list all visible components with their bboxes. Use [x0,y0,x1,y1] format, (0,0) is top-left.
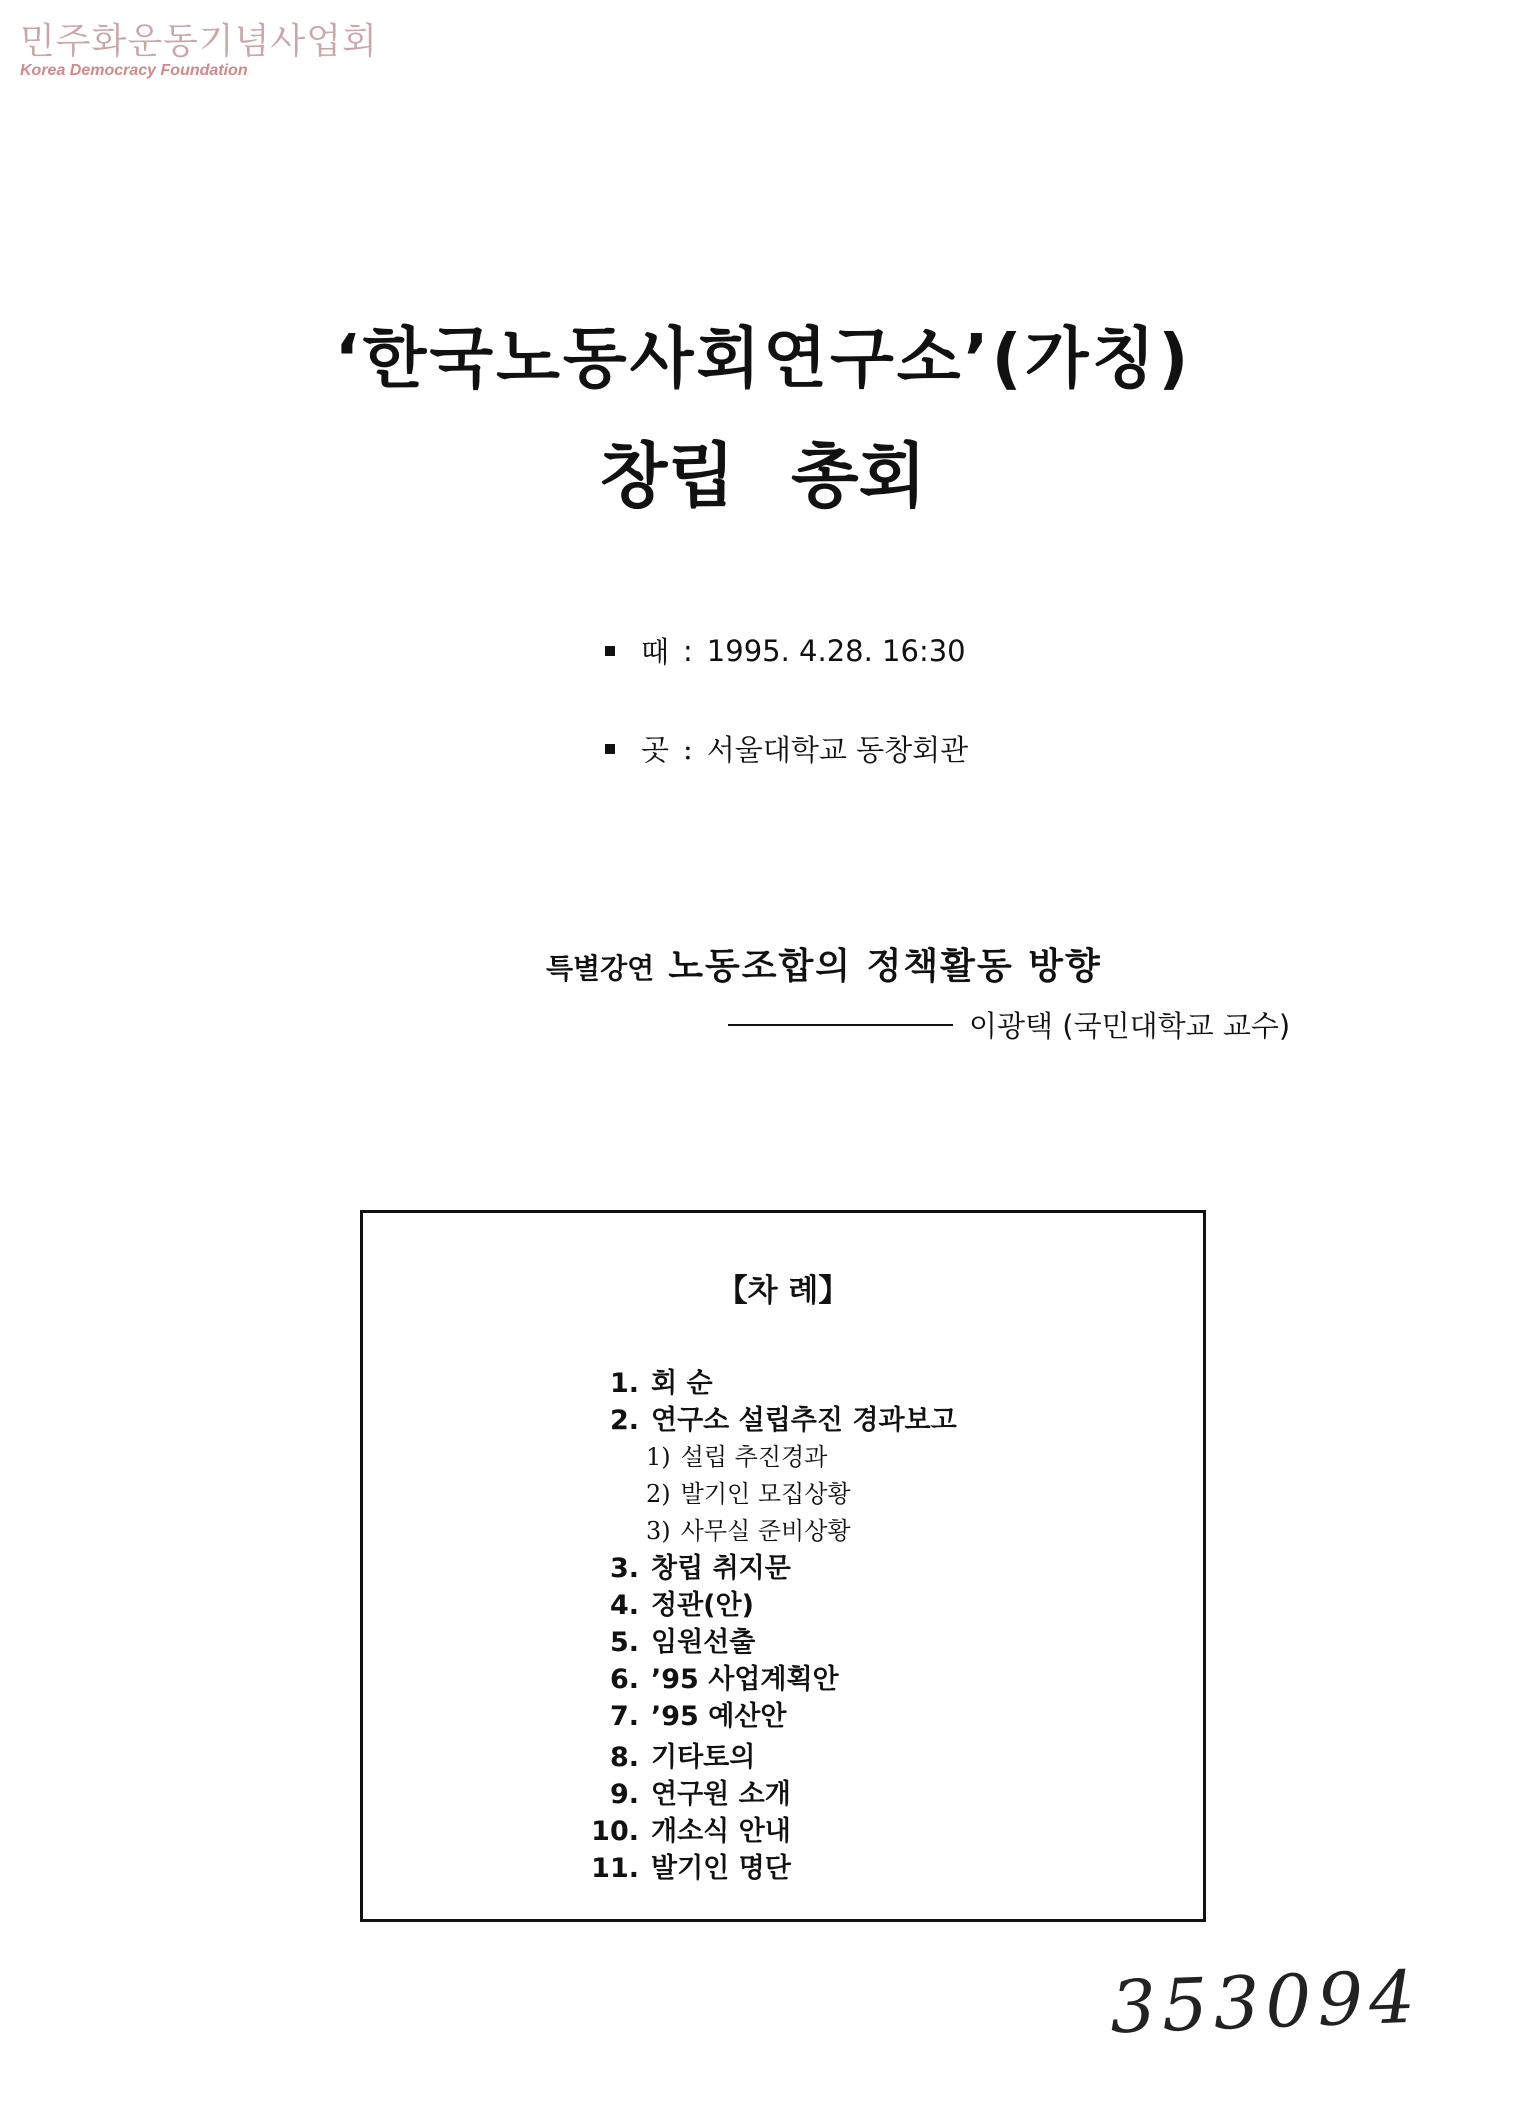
place-value: 서울대학교 동창회관 [706,733,969,767]
toc-item [585,1398,957,1437]
toc-item-number: 7. [609,1701,639,1732]
lecturer-line [728,1004,1290,1045]
toc-list [363,1213,1203,1919]
toc-item-number: 5. [609,1627,639,1658]
toc-item [585,1846,791,1885]
toc-item [585,1361,713,1400]
special-lecture [546,938,1102,989]
toc-item-label: ’95 사업계획안 [651,1664,839,1695]
handwritten-archive-number: 353094 [1108,1954,1423,2050]
toc-item-label: 연구소 설립추진 경과보고 [651,1405,957,1436]
toc-item-label: 임원선출 [651,1627,756,1658]
toc-subitem-number: 1) [646,1443,671,1471]
square-bullet-icon [605,744,615,754]
toc-item [585,1583,754,1622]
toc-item-number: 9. [609,1779,639,1810]
toc-item-number: 3. [609,1553,639,1584]
document-title: ‘한국노동사회연구소’(가칭) [334,320,1192,397]
watermark-english: Korea Democracy Foundation [20,62,248,79]
toc-item [585,1735,755,1774]
lecture-topic: 노동조합의 정책활동 방향 [668,946,1102,987]
toc-item [585,1546,791,1585]
toc-item-number: 6. [609,1664,639,1695]
watermark-korean: 민주화운동기념사업회 [20,21,378,62]
toc-item-label: 개소식 안내 [651,1816,791,1847]
toc-item-number: 10. [591,1816,639,1847]
toc-subitem-label: 발기인 모집상황 [680,1480,851,1508]
toc-subitem-label: 설립 추진경과 [680,1443,828,1471]
toc-item [585,1694,786,1733]
toc-item-number: 8. [609,1742,639,1773]
toc-item-number: 1. [609,1368,639,1399]
toc-subitem-label: 사무실 준비상황 [680,1517,851,1545]
toc-item [585,1772,791,1811]
toc-item-number: 4. [609,1590,639,1621]
meeting-time [605,630,966,671]
subtitle-part1: 창립 [599,434,735,517]
time-label: 때 [641,635,670,669]
time-separator: : [683,633,693,668]
subtitle-part2: 총회 [791,434,927,517]
toc-subitem-number: 3) [646,1517,671,1545]
toc-item [585,1657,839,1696]
time-value: 1995. 4.28. 16:30 [706,633,966,668]
toc-item-number: 11. [591,1853,639,1884]
foundation-watermark [20,21,378,80]
toc-item-label: 정관(안) [651,1590,754,1621]
toc-item [585,1620,755,1659]
place-separator: : [683,731,693,766]
toc-item-label: ’95 예산안 [651,1701,787,1732]
toc-subitem [646,1474,851,1509]
toc-item [585,1809,791,1848]
place-label: 곳 [641,733,670,767]
square-bullet-icon [605,646,615,656]
toc-subitem-number: 2) [646,1480,671,1508]
document-subtitle [0,420,1526,521]
lecture-tag: 특별강연 [546,952,655,985]
meeting-place [605,728,968,769]
toc-item-label: 연구원 소개 [651,1779,791,1810]
toc-item-label: 발기인 명단 [651,1853,791,1884]
toc-subitem [646,1511,851,1546]
table-of-contents [360,1210,1206,1922]
toc-item-label: 창립 취지문 [651,1553,791,1584]
toc-item-label: 기타토의 [651,1742,756,1773]
dash-rule [728,1024,953,1026]
toc-item-number: 2. [609,1405,639,1436]
toc-item-label: 회 순 [651,1368,713,1399]
toc-subitem [646,1437,827,1472]
lecturer-name: 이광택 (국민대학교 교수) [969,1009,1291,1043]
toc-title: 【차 례】 [716,1273,850,1309]
